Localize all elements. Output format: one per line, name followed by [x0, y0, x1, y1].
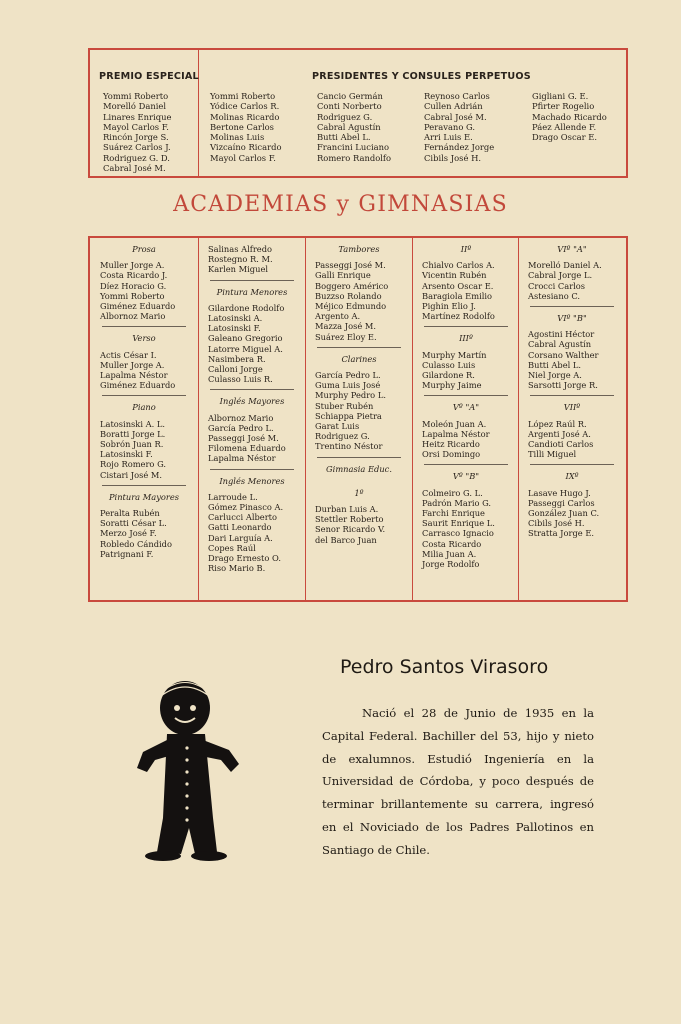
name-entry: Riso Mario B.	[208, 563, 266, 574]
name-entry: Latosinski F.	[100, 449, 153, 460]
name-entry: Stettler Roberto	[315, 514, 384, 525]
name-entry: Murphy Pedro L.	[315, 390, 386, 401]
name-entry: Rojo Romero G.	[100, 459, 167, 470]
section-separator	[530, 395, 614, 396]
section-title: Clarines	[341, 353, 377, 364]
name-entry: Farchi Enrique	[422, 508, 485, 519]
name-entry: Cabral Jorge L.	[528, 270, 593, 281]
name-entry: Lapalma Néstor	[422, 428, 490, 439]
name-entry: Culasso Luis R.	[208, 374, 273, 385]
academias-col-1	[100, 244, 188, 559]
name-entry: Albornoz Mario	[208, 412, 274, 423]
name-entry: Cabral José M.	[103, 163, 166, 174]
name-entry: Díez Horacio G.	[100, 280, 167, 291]
name-entry: Soratti César L.	[100, 518, 167, 529]
section-separator	[102, 395, 186, 396]
academias-divider-3	[412, 238, 413, 600]
name-entry: Drago Ernesto O.	[208, 553, 281, 564]
section-separator	[210, 389, 294, 390]
name-entry: Calloni Jorge	[208, 364, 263, 375]
name-entry: Robledo Cándido	[100, 538, 172, 549]
name-entry: Yommi Roberto	[103, 91, 169, 101]
name-entry: Cabral Agustín	[528, 339, 592, 350]
name-entry: Stratta Jorge E.	[528, 528, 595, 539]
name-entry: López Raúl R.	[528, 418, 587, 429]
name-entry: Stuber Rubén	[315, 400, 374, 411]
name-entry: Giménez Eduardo	[100, 380, 176, 391]
section-separator	[210, 280, 294, 281]
section-separator	[424, 326, 508, 327]
presidentes-col-2	[317, 91, 391, 163]
academias-col-2	[208, 244, 296, 573]
name-entry: Gigliani G. E.	[532, 91, 589, 101]
name-entry: Agostini Héctor	[528, 329, 595, 340]
academias-divider-2	[305, 238, 306, 600]
presidentes-title: PRESIDENTES Y CONSULES PERPETUOS	[312, 71, 531, 82]
name-entry: Patrignani F.	[100, 548, 154, 559]
name-entry: Vizcaíno Ricardo	[210, 142, 282, 153]
premio-especial-list	[103, 91, 171, 173]
name-entry: Passeggi José M.	[208, 433, 279, 444]
name-entry: Passeggi José M.	[315, 260, 386, 271]
name-entry: García Pedro L.	[315, 370, 381, 381]
name-entry: Carlucci Alberto	[208, 512, 278, 523]
name-entry: Salinas Alfredo	[208, 244, 273, 254]
name-entry: Cullen Adrián	[424, 101, 483, 112]
name-entry: Latorre Miguel A.	[208, 343, 283, 354]
name-entry: Latosinski A.	[208, 313, 263, 324]
academias-col-4	[422, 244, 510, 569]
academias-box	[88, 236, 628, 602]
section-title: IIº	[460, 244, 472, 254]
name-entry: Lasave Hugo J.	[528, 487, 591, 498]
name-entry: Arri Luis E.	[424, 132, 473, 143]
name-entry: Drago Oscar E.	[532, 132, 598, 143]
name-entry: Gómez Pinasco A.	[208, 502, 284, 513]
name-entry: Rincón Jorge S.	[103, 132, 169, 143]
name-entry: Molinas Ricardo	[210, 111, 280, 122]
academias-divider-4	[518, 238, 519, 600]
name-entry: Orsi Domingo	[422, 449, 481, 460]
name-entry: Candioti Carlos	[528, 439, 594, 450]
name-entry: Cancio Germán	[317, 91, 383, 101]
name-entry: Rodriguez G.	[315, 431, 370, 442]
name-entry: Suárez Eloy E.	[315, 331, 377, 342]
name-entry: Guma Luis José	[315, 380, 381, 391]
section-separator	[424, 464, 508, 465]
name-entry: García Pedro L.	[208, 422, 274, 433]
name-entry: Molinas Luis	[210, 132, 265, 143]
name-entry: Astesiano C.	[528, 290, 581, 301]
name-entry: Corsano Walther	[528, 349, 599, 360]
name-entry: Morelló Daniel A.	[528, 260, 602, 271]
name-entry: Crocci Carlos	[528, 280, 586, 291]
section-title: Pintura Menores	[216, 286, 288, 297]
name-entry: Heitz Ricardo	[422, 439, 480, 450]
name-entry: Fernández Jorge	[424, 142, 495, 153]
name-entry: Mayol Carlos F.	[103, 121, 169, 132]
name-entry: Buzzso Rolando	[315, 290, 382, 301]
section-separator	[317, 457, 401, 458]
name-entry: Durban Luis A.	[315, 504, 379, 515]
name-entry: Boggero Américo	[315, 280, 389, 291]
section-separator	[424, 395, 508, 396]
name-entry: Linares Enrique	[103, 111, 172, 122]
section-title: Inglés Menores	[219, 475, 285, 486]
name-entry: Butti Abel L.	[317, 132, 371, 143]
name-entry: Bertone Carlos	[210, 121, 274, 132]
name-entry: Milia Juan A.	[422, 548, 477, 559]
name-entry: Vicentin Rubén	[422, 270, 487, 281]
section-title: Verso	[132, 333, 156, 344]
section-gap	[315, 480, 403, 488]
name-entry: Muller Jorge A.	[100, 359, 165, 370]
top-box-divider	[198, 50, 199, 176]
name-entry: Muller Jorge A.	[100, 260, 165, 271]
name-entry: Actis César I.	[100, 349, 157, 360]
name-entry: Garat Luis	[315, 421, 360, 432]
name-entry: Chialvo Carlos A.	[422, 260, 495, 271]
priest-silhouette-illustration	[125, 668, 245, 868]
name-entry: Merzo José F.	[100, 528, 157, 539]
name-entry: Méjico Edmundo	[315, 301, 387, 312]
name-entry: Saurit Enrique L.	[422, 518, 495, 529]
name-entry: Arsento Oscar E.	[422, 280, 494, 291]
name-entry: Albornoz Mario	[100, 311, 166, 322]
name-entry: Jorge Rodolfo	[422, 559, 480, 570]
name-entry: Conti Norberto	[317, 101, 382, 112]
section-title: IXº	[565, 471, 579, 482]
section-title: Vº "A"	[452, 402, 480, 413]
name-entry: Francini Luciano	[317, 142, 390, 153]
section-title: Tambores	[338, 244, 380, 254]
section-title: VIº "B"	[557, 313, 587, 324]
bio-name: Pedro Santos Virasoro	[340, 656, 549, 678]
section-title: IIIº	[459, 333, 473, 344]
section-title: VIº "A"	[557, 244, 587, 254]
bio-paragraph: Nació el 28 de Junio de 1935 en la Capital Federal. Bachiller del 53, hijo y nieto de exalumnos. Estudió Ingeniería en la Universidad de Córdoba, y poco después de terminar brillantemente su carrera, ingresó en el Noviciado de los Padres Pallotinos en Santiago de Chile.	[322, 706, 594, 857]
section-separator	[102, 485, 186, 486]
name-entry: Lapalma Néstor	[100, 370, 168, 381]
name-entry: Reynoso Carlos	[424, 91, 490, 101]
name-entry: Padrón Mario G.	[422, 497, 492, 508]
name-entry: Peralta Rubén	[100, 508, 160, 519]
name-entry: Colmeiro G. L.	[422, 487, 483, 498]
name-entry: Carrasco Ignacio	[422, 528, 494, 539]
name-entry: Pighin Elio J.	[422, 301, 476, 312]
name-entry: Gilardone Rodolfo	[208, 302, 285, 313]
name-entry: Butti Abel L.	[528, 359, 582, 370]
name-entry: Larroude L.	[208, 491, 258, 502]
name-entry: Murphy Martín	[422, 349, 487, 360]
academias-col-5	[528, 244, 616, 539]
name-entry: Machado Ricardo	[532, 111, 607, 122]
name-entry: Peravano G.	[424, 121, 476, 132]
name-entry: Latosinski A. L.	[100, 418, 166, 429]
name-entry: Galli Enrique	[315, 270, 371, 281]
section-title: Inglés Mayores	[219, 396, 285, 407]
section-title: VIIº	[563, 402, 581, 413]
top-box	[88, 48, 628, 178]
name-entry: Costa Ricardo	[422, 538, 482, 549]
name-entry: Argenti José A.	[528, 428, 591, 439]
name-entry: Mayol Carlos F.	[210, 152, 276, 163]
name-entry: Romero Randolfo	[317, 152, 392, 163]
section-title: Piano	[132, 402, 156, 413]
name-entry: Rodriguez G.	[317, 111, 373, 122]
name-entry: González Juan C.	[528, 508, 600, 519]
section-title: Vº "B"	[452, 471, 480, 482]
section-separator	[530, 306, 614, 307]
name-entry: Gilardone R.	[422, 370, 475, 381]
name-entry: Sobrón Juan R.	[100, 439, 164, 450]
name-entry: Boratti Jorge L.	[100, 428, 166, 439]
name-entry: Trentino Néstor	[315, 441, 383, 452]
name-entry: Nasimbera R.	[208, 353, 266, 364]
presidentes-col-1	[210, 91, 282, 163]
name-entry: Yommi Roberto	[210, 91, 276, 101]
name-entry: Galeano Gregorio	[208, 333, 283, 344]
name-entry: Yódice Carlos R.	[210, 101, 280, 112]
section-separator	[210, 469, 294, 470]
name-entry: Copes Raúl	[208, 542, 256, 553]
name-entry: Mazza José M.	[315, 321, 377, 332]
name-entry: Passeggi Carlos	[528, 497, 595, 508]
name-entry: Lapalma Néstor	[208, 453, 276, 464]
academias-col-3	[315, 244, 403, 545]
name-entry: Niel Jorge A.	[528, 370, 582, 381]
name-entry: Cabral José M.	[424, 111, 487, 122]
name-entry: Karlen Miguel	[208, 264, 269, 275]
name-entry: del Barco Juan	[315, 534, 377, 545]
name-entry: Baragiola Emilio	[422, 290, 493, 301]
name-entry: Tilli Miguel	[528, 449, 577, 460]
name-entry: Pfirter Rogelio	[532, 101, 595, 112]
name-entry: Morelló Daniel	[103, 101, 167, 112]
section-title: Prosa	[132, 244, 156, 254]
name-entry: Sarsotti Jorge R.	[528, 380, 598, 391]
presidentes-col-3	[424, 91, 494, 163]
name-entry: Rostegno R. M.	[208, 254, 273, 265]
name-entry: Senor Ricardo V.	[315, 524, 386, 535]
section-title: Pintura Mayores	[108, 491, 180, 502]
name-entry: Yommi Roberto	[100, 290, 165, 301]
name-entry: Dari Larguía A.	[208, 532, 273, 543]
premio-especial-title: PREMIO ESPECIAL	[99, 71, 199, 82]
name-entry: Gatti Leonardo	[208, 522, 272, 533]
presidentes-col-4	[532, 91, 607, 142]
name-entry: Moleón Juan A.	[422, 418, 487, 429]
academias-divider-1	[198, 238, 199, 600]
name-entry: Costa Ricardo J.	[100, 270, 168, 281]
name-entry: Suárez Carlos J.	[103, 142, 171, 153]
section-separator	[102, 326, 186, 327]
name-entry: Rodriguez G. D.	[103, 152, 170, 163]
section-separator	[317, 347, 401, 348]
name-entry: Martínez Rodolfo	[422, 311, 495, 322]
name-entry: Latosinski F.	[208, 323, 261, 334]
name-entry: Schiappa Pietra	[315, 410, 382, 421]
name-entry: Filomena Eduardo	[208, 443, 286, 454]
name-entry: Cibils José H.	[424, 152, 482, 163]
name-entry: Cabral Agustín	[317, 121, 381, 132]
name-entry: Cibils José H.	[528, 518, 585, 529]
name-entry: Giménez Eduardo	[100, 301, 176, 312]
section-separator	[530, 464, 614, 465]
academias-title: ACADEMIAS y GIMNASIAS	[173, 192, 508, 217]
section-title: 1º	[354, 487, 364, 498]
bio-text	[322, 702, 594, 862]
name-entry: Culasso Luis	[422, 359, 476, 370]
name-entry: Murphy Jaime	[422, 380, 482, 391]
section-title: Gimnasia Educ.	[326, 463, 392, 474]
name-entry: Argento A.	[315, 311, 361, 322]
name-entry: Páez Allende F.	[532, 121, 597, 132]
name-entry: Cistari José M.	[100, 469, 163, 480]
